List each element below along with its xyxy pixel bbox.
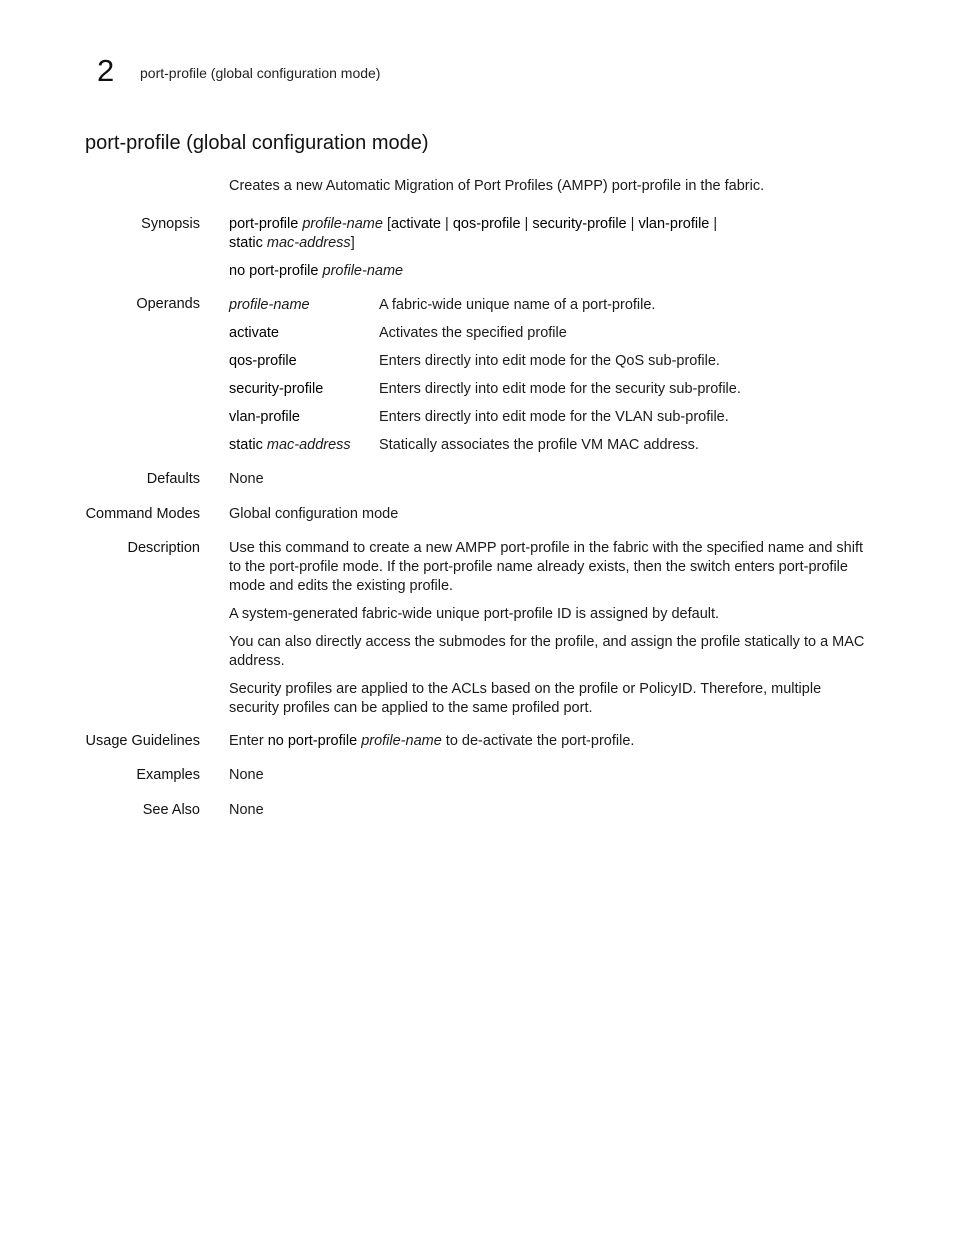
synopsis-line-3	[229, 262, 869, 281]
synopsis-option-static: static	[229, 235, 263, 251]
synopsis-option-security: security-profile	[532, 216, 627, 232]
usage-text-prefix: Enter	[229, 733, 268, 749]
operand-term	[229, 324, 279, 343]
operand-argument: profile-name	[229, 297, 310, 313]
see-also-label: See Also	[142, 802, 200, 818]
operand-keyword: security-profile	[229, 381, 324, 397]
operand-description: A fabric-wide unique name of a port-profile.	[379, 297, 656, 313]
synopsis-bracket-close: ]	[350, 235, 355, 251]
synopsis-separator: |	[626, 216, 639, 232]
description-paragraph: A system-generated fabric-wide unique port-profile ID is assigned by default.	[229, 606, 720, 622]
operand-term	[229, 436, 351, 455]
operand-term	[229, 296, 310, 315]
synopsis-separator: |	[520, 216, 533, 232]
operand-row	[229, 324, 869, 352]
examples-label: Examples	[136, 767, 200, 783]
synopsis-content	[229, 214, 869, 281]
synopsis-option-activate: activate	[391, 216, 441, 232]
description-paragraph: Use this command to create a new AMPP port-profile in the fabric with the specified name and shift to the port-profile mode. If the port-profile name already exists, then the switch enters port-profile mode and edits the existing profile.	[229, 540, 864, 594]
synopsis-option-qos: qos-profile	[452, 216, 521, 232]
operand-description: Enters directly into edit mode for the security sub-profile.	[379, 381, 741, 397]
synopsis-option-vlan: vlan-profile	[638, 216, 710, 232]
operand-row	[229, 296, 869, 324]
usage-keyword: no port-profile	[267, 733, 358, 749]
usage-argument: profile-name	[361, 733, 442, 749]
usage-text-suffix: to de-activate the port-profile.	[441, 733, 635, 749]
operand-row	[229, 436, 869, 464]
defaults-text: None	[229, 471, 264, 487]
description-label: Description	[127, 540, 200, 556]
usage-guidelines-text	[229, 732, 869, 751]
description-content	[229, 539, 869, 727]
synopsis-no-argument: profile-name	[322, 263, 404, 279]
synopsis-no-command: no port-profile	[229, 263, 319, 279]
operand-argument: mac-address	[266, 437, 351, 453]
synopsis-mac-argument: mac-address	[266, 235, 351, 251]
synopsis-bracket-open: [	[382, 216, 391, 232]
operand-keyword: vlan-profile	[229, 409, 300, 425]
operand-row	[229, 352, 869, 380]
synopsis-label: Synopsis	[141, 216, 200, 232]
command-modes-label: Command Modes	[85, 506, 200, 522]
operand-keyword: qos-profile	[229, 353, 297, 369]
operand-row	[229, 380, 869, 408]
synopsis-argument: profile-name	[302, 216, 383, 232]
operand-description: Enters directly into edit mode for the QoS sub-profile.	[379, 353, 720, 369]
operand-description: Activates the specified profile	[379, 325, 567, 341]
operands-table	[229, 296, 869, 464]
operand-description: Statically associates the profile VM MAC address.	[379, 437, 699, 453]
usage-guidelines-label: Usage Guidelines	[85, 733, 200, 749]
command-modes-text: Global configuration mode	[229, 506, 399, 522]
intro-text: Creates a new Automatic Migration of Port Profiles (AMPP) port-profile in the fabric.	[229, 178, 765, 194]
operand-keyword: static	[229, 437, 263, 453]
operand-row	[229, 408, 869, 436]
see-also-text: None	[229, 802, 264, 818]
operand-term	[229, 408, 300, 427]
operand-term	[229, 352, 297, 371]
running-header-title: port-profile (global configuration mode)	[140, 65, 381, 81]
synopsis-line-2	[229, 234, 869, 253]
synopsis-separator: |	[440, 216, 453, 232]
operand-description: Enters directly into edit mode for the VLAN sub-profile.	[379, 409, 729, 425]
operands-label: Operands	[136, 296, 200, 312]
synopsis-command: port-profile	[229, 216, 299, 232]
defaults-label: Defaults	[146, 471, 200, 487]
description-paragraph: You can also directly access the submodes for the profile, and assign the profile statically to a MAC address.	[229, 634, 865, 669]
examples-text: None	[229, 767, 264, 783]
synopsis-trailing-separator: |	[709, 216, 718, 232]
page-title: port-profile (global configuration mode)	[85, 132, 429, 154]
synopsis-line-1	[229, 215, 869, 234]
description-paragraph: Security profiles are applied to the ACLs based on the profile or PolicyID. Therefore, multiple security profiles can be applied to the same profiled port.	[229, 681, 822, 716]
operand-term	[229, 380, 323, 399]
operand-keyword: activate	[229, 325, 279, 341]
chapter-number: 2	[97, 53, 115, 88]
